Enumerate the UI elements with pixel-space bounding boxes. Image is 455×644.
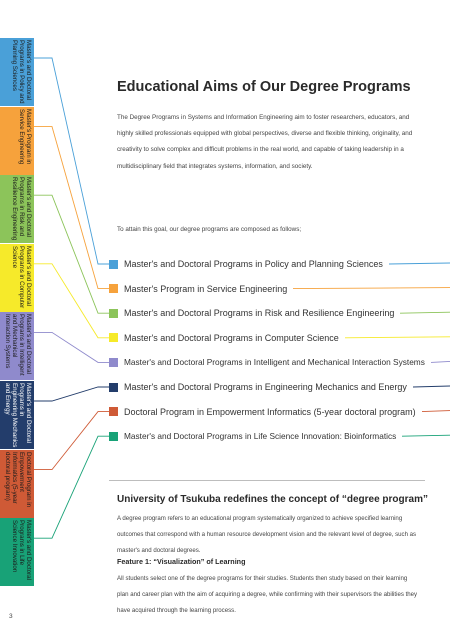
color-square: [109, 333, 118, 342]
sidebar-tab-label: Master's and Doctoral Programs in Engineering Mechanics and Energy: [4, 383, 32, 448]
program-label: Master's and Doctoral Programs in Intelligent and Mechanical Interaction Systems: [124, 357, 425, 368]
program-label: Doctoral Program in Empowerment Informatics (5-year doctoral program): [124, 406, 416, 417]
color-square: [109, 432, 118, 441]
program-item[interactable]: [109, 283, 287, 295]
connector-tail: [422, 411, 450, 412]
concept-body: A degree program refers to an educational program systematically organized to achieve specified learning outcomes that correspond with a human resource development vision and the relevant level of degree, such as master's and doctoral degrees.: [117, 515, 417, 554]
sidebar-tab-label: Master's and Doctoral Programs in Life Science Innovation: [11, 520, 32, 581]
intro-paragraph: The Degree Programs in Systems and Information Engineering aim to foster researchers, educators, and highly skilled professionals equipped with global perspectives, diverse and flexible thinking, originality, and creativity to solve complex and difficult problems in the real world, and capable of taking leadership in a multidisciplinary field that integrates systems, information, and society.: [117, 114, 413, 170]
connector-line: [34, 264, 109, 338]
connector-tail: [400, 312, 450, 313]
degree-program-concept-box: [109, 480, 428, 617]
connector-tail: [293, 288, 450, 289]
sidebar-tab-label: Doctoral Program in Empowerment Informatics (5-year doctoral program): [4, 451, 32, 507]
connector-tail: [389, 263, 450, 264]
connector-tail: [345, 337, 450, 338]
program-item[interactable]: [109, 332, 339, 344]
color-square: [109, 284, 118, 293]
feature-body: All students select one of the degree programs for their studies. Students then study based on their learning plan and career plan with the aim of acquiring a degree, while confirming with their supervisors the abilities they have acquired through the learning process.: [117, 575, 418, 614]
connector-tail: [431, 361, 450, 362]
color-square: [109, 383, 118, 392]
color-square: [109, 358, 118, 367]
color-square: [109, 407, 118, 416]
program-label: Master's and Doctoral Programs in Policy and Planning Sciences: [124, 259, 383, 269]
sidebar-tab-label: Master's and Doctoral Programs in Risk and Resilience Engineering: [11, 177, 32, 241]
program-item[interactable]: [109, 307, 394, 319]
concept-title: University of Tsukuba redefines the concept of “degree program”: [117, 494, 428, 505]
sidebar-tab-label: Master's Program in Service Engineering: [18, 108, 32, 164]
connector-line: [34, 412, 109, 470]
program-item[interactable]: [109, 356, 425, 368]
program-label: Master's and Doctoral Programs in Life Science Innovation: Bioinformatics: [124, 431, 397, 442]
color-square: [109, 260, 118, 269]
program-label: Master's Program in Service Engineering: [124, 283, 288, 294]
program-label: Master's and Doctoral Programs in Engineering Mechanics and Energy: [124, 382, 407, 392]
program-label: Master's and Doctoral Programs in Computer Science: [124, 332, 339, 343]
page-number: 3: [9, 613, 13, 620]
program-label: Master's and Doctoral Programs in Risk and Resilience Engineering: [124, 308, 395, 319]
composition-lead: To attain this goal, our degree programs are composed as follows;: [117, 226, 302, 233]
connector-line: [34, 58, 109, 264]
connector-line: [34, 436, 109, 538]
connector-line: [34, 387, 109, 401]
sidebar-tab-label: Master's and Doctoral Programs in Policy and Planning Sciences: [11, 40, 32, 104]
sidebar-tab-label: Master's and Doctoral Programs in Intelligent and Mechanical Interaction Systems: [4, 314, 32, 376]
program-item[interactable]: [109, 258, 383, 270]
program-item[interactable]: [109, 381, 407, 393]
connector-tail: [402, 435, 450, 436]
page-title: Educational Aims of Our Degree Programs: [117, 79, 411, 95]
program-item[interactable]: [109, 406, 416, 418]
program-item[interactable]: [109, 430, 396, 442]
feature-title: Feature 1: “Visualization” of Learning: [117, 557, 246, 566]
connector-tail: [413, 386, 450, 387]
sidebar-tab-label: Master's and Doctoral Programs in Computer Science: [11, 245, 32, 309]
color-square: [109, 309, 118, 318]
